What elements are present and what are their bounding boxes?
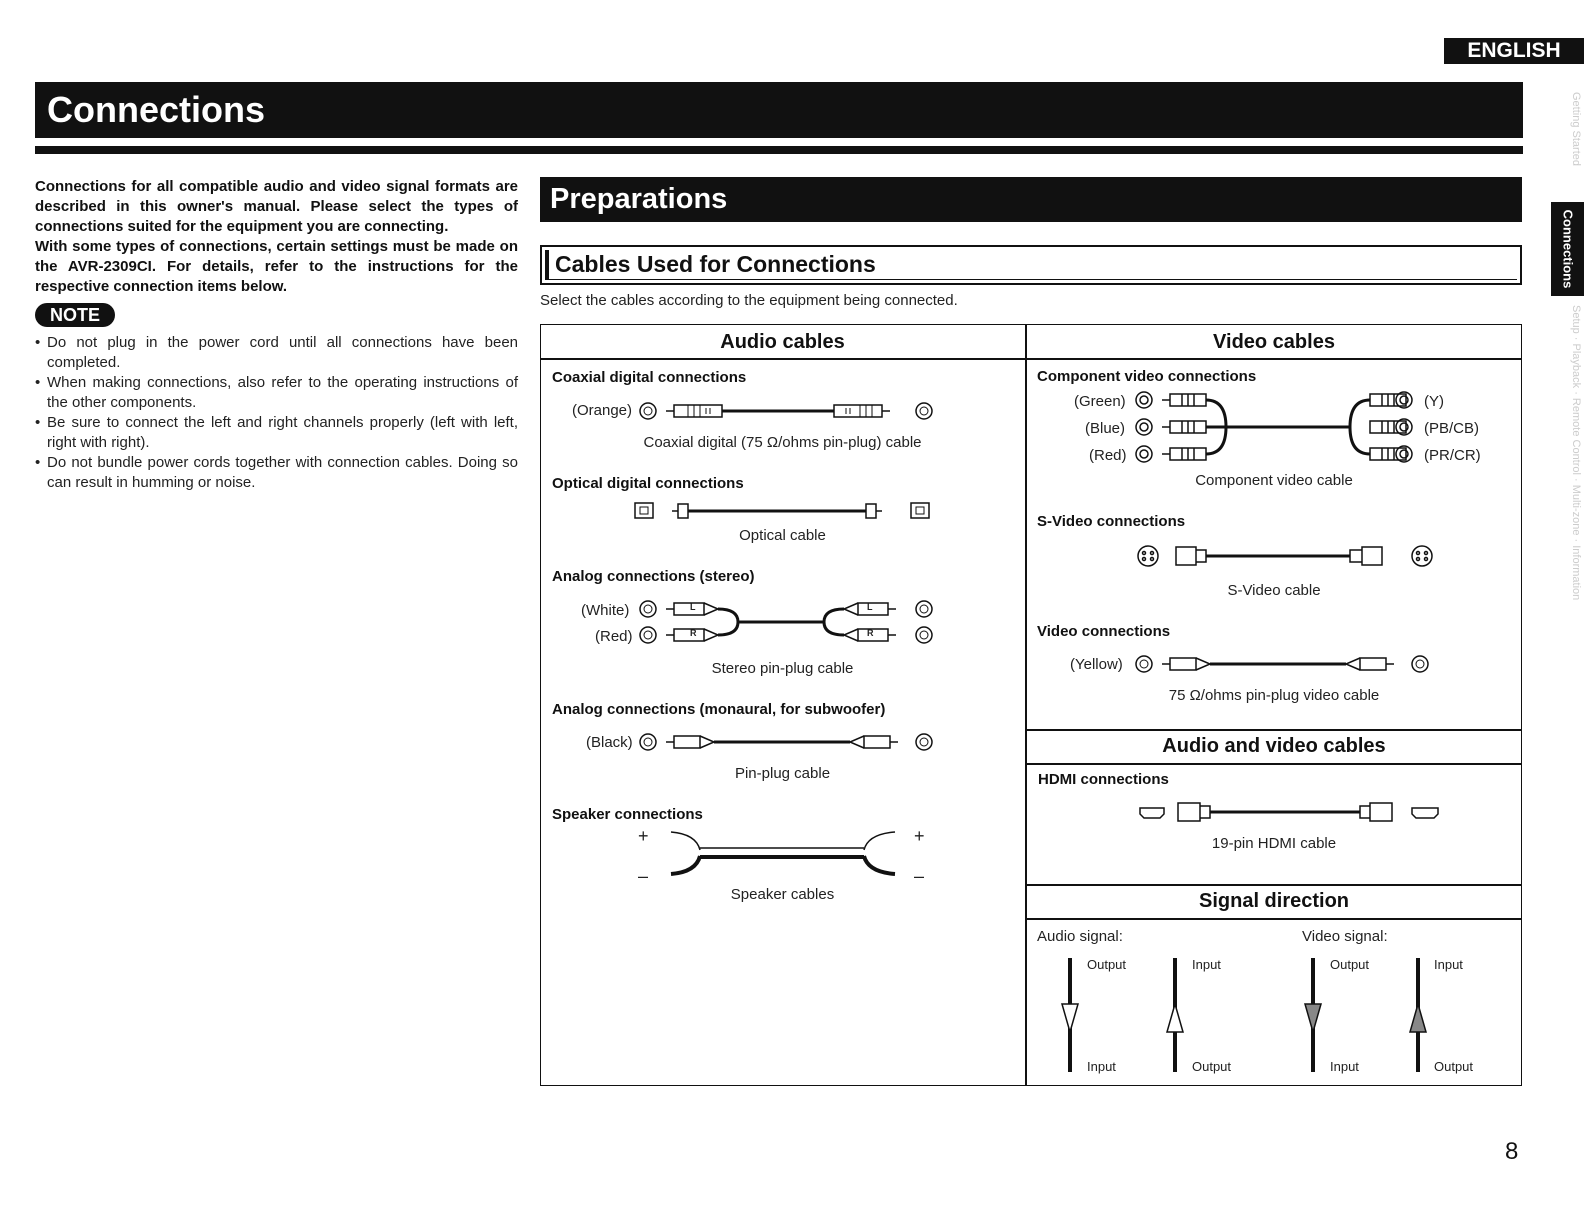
stereo-plug-l-left: L: [690, 602, 696, 612]
audio-input-top-label: Input: [1192, 957, 1221, 972]
component-y-label: (Y): [1424, 393, 1444, 410]
speaker-minus-left: –: [638, 866, 649, 886]
note-item: • Be sure to connect the left and right channels properly (left with left, right with right).: [35, 413, 518, 453]
component-pb-label: (PB/CB): [1424, 420, 1480, 437]
speaker-cable-icon: [668, 826, 898, 884]
video-output-bottom-label: Output: [1434, 1059, 1474, 1074]
component-caption: Component video cable: [1195, 472, 1353, 489]
optical-heading: Optical digital connections: [552, 475, 744, 492]
video-signal-label: Video signal:: [1302, 928, 1388, 945]
speaker-minus-right: –: [914, 866, 925, 886]
svideo-cable-icon: [1136, 544, 1436, 570]
video-heading: Video connections: [1037, 623, 1171, 640]
mono-heading: Analog connections (monaural, for subwoofer): [552, 701, 886, 718]
video-color-label: (Yellow): [1070, 656, 1123, 673]
stereo-heading: Analog connections (stereo): [552, 568, 755, 585]
signal-direction-heading: Signal direction: [1198, 890, 1350, 912]
note-badge: NOTE: [35, 303, 115, 327]
side-tab-label: Connections: [1560, 209, 1575, 289]
video-input-arrow: [1408, 956, 1428, 1074]
stereo-plug-r-right: R: [867, 628, 874, 638]
audio-output-top-label: Output: [1087, 957, 1127, 972]
stereo-plug-r-left: R: [690, 628, 697, 638]
component-green-label: (Green): [1074, 393, 1126, 410]
hdmi-heading: HDMI connections: [1038, 771, 1169, 788]
note-item: • When making connections, also refer to the operating instructions of the other components.: [35, 373, 518, 413]
video-input-bottom-label: Input: [1330, 1059, 1359, 1074]
speaker-plus-left: +: [638, 826, 649, 846]
stereo-white-label: (White): [581, 602, 630, 619]
av-header-rule: [1026, 763, 1522, 765]
title-underline: [35, 146, 1523, 154]
speaker-plus-right: +: [914, 826, 925, 846]
preparations-heading: Preparations: [540, 177, 1522, 222]
intro-paragraph-2: With some types of connections, certain settings must be made on the AVR-2309CI. For details, refer to the instructions for the respective connection items below.: [35, 238, 518, 295]
speaker-heading: Speaker connections: [552, 806, 703, 823]
note-list: [35, 333, 518, 493]
video-input-top-label: Input: [1434, 957, 1463, 972]
intro-paragraph-1: Connections for all compatible audio and video signal formats are described in this owner's manual. Please select the types of connections suited for the equipment you are connecting.: [35, 178, 518, 235]
mono-color-label: (Black): [586, 734, 633, 751]
page-number: 8: [1505, 1138, 1519, 1165]
audio-cables-heading: Audio cables: [720, 331, 845, 353]
stereo-cable-icon: [638, 598, 938, 648]
audio-header-rule: [540, 358, 1025, 360]
component-cable-icon: [1134, 388, 1424, 466]
svideo-heading: S-Video connections: [1037, 513, 1186, 530]
optical-caption: Optical cable: [739, 527, 826, 544]
svideo-caption: S-Video cable: [1227, 582, 1321, 599]
coaxial-caption: Coaxial digital (75 Ω/ohms pin-plug) cable: [643, 434, 922, 451]
coaxial-color-label: (Orange): [572, 402, 633, 419]
video-cables-heading: Video cables: [1213, 331, 1335, 353]
mono-cable-icon: [638, 731, 938, 755]
av-cables-heading: Audio and video cables: [1162, 735, 1386, 757]
stereo-red-label: (Red): [595, 628, 633, 645]
stereo-caption: Stereo pin-plug cable: [711, 660, 854, 677]
audio-signal-label: Audio signal:: [1037, 928, 1123, 945]
cables-heading: Cables Used for Connections: [545, 250, 1517, 280]
component-jack-icons: [1392, 390, 1416, 466]
video-caption: 75 Ω/ohms pin-plug video cable: [1168, 687, 1380, 704]
coaxial-heading: Coaxial digital connections: [552, 369, 747, 386]
hdmi-caption: 19-pin HDMI cable: [1211, 835, 1337, 852]
instruction-text: Select the cables according to the equipment being connected.: [540, 292, 958, 309]
hdmi-cable-icon: [1138, 800, 1442, 826]
note-item: • Do not plug in the power cord until all connections have been completed.: [35, 333, 518, 373]
component-pr-label: (PR/CR): [1424, 447, 1481, 464]
side-tab-faint-top: Getting Started: [1570, 92, 1582, 166]
optical-cable-icon: [634, 499, 934, 523]
language-badge: ENGLISH: [1444, 38, 1584, 64]
page-title: Connections: [35, 82, 1523, 138]
component-heading: Component video connections: [1037, 368, 1257, 385]
side-tab-connections[interactable]: [1551, 202, 1584, 296]
audio-output-arrow: [1060, 956, 1080, 1074]
video-cable-icon: [1134, 653, 1434, 677]
intro-text: [35, 177, 518, 297]
table-column-divider: [1025, 324, 1027, 1086]
coaxial-cable-icon: [638, 400, 948, 424]
speaker-caption: Speaker cables: [730, 886, 835, 903]
audio-input-bottom-label: Input: [1087, 1059, 1116, 1074]
component-blue-label: (Blue): [1085, 420, 1126, 437]
audio-input-arrow: [1165, 956, 1185, 1074]
note-item: • Do not bundle power cords together with connection cables. Doing so can result in humming or noise.: [35, 453, 518, 493]
video-header-rule: [1026, 358, 1522, 360]
video-output-arrow: [1303, 956, 1323, 1074]
stereo-plug-l-right: L: [867, 602, 873, 612]
mono-caption: Pin-plug cable: [734, 765, 831, 782]
audio-output-bottom-label: Output: [1192, 1059, 1232, 1074]
signal-top-rule: [1026, 884, 1522, 886]
side-tab-faint-bottom: Setup · Playback · Remote Control · Multi-zone · Information: [1570, 305, 1582, 601]
signal-header-rule: [1026, 918, 1522, 920]
component-red-label: (Red): [1089, 447, 1127, 464]
video-output-top-label: Output: [1330, 957, 1370, 972]
av-top-rule: [1026, 729, 1522, 731]
